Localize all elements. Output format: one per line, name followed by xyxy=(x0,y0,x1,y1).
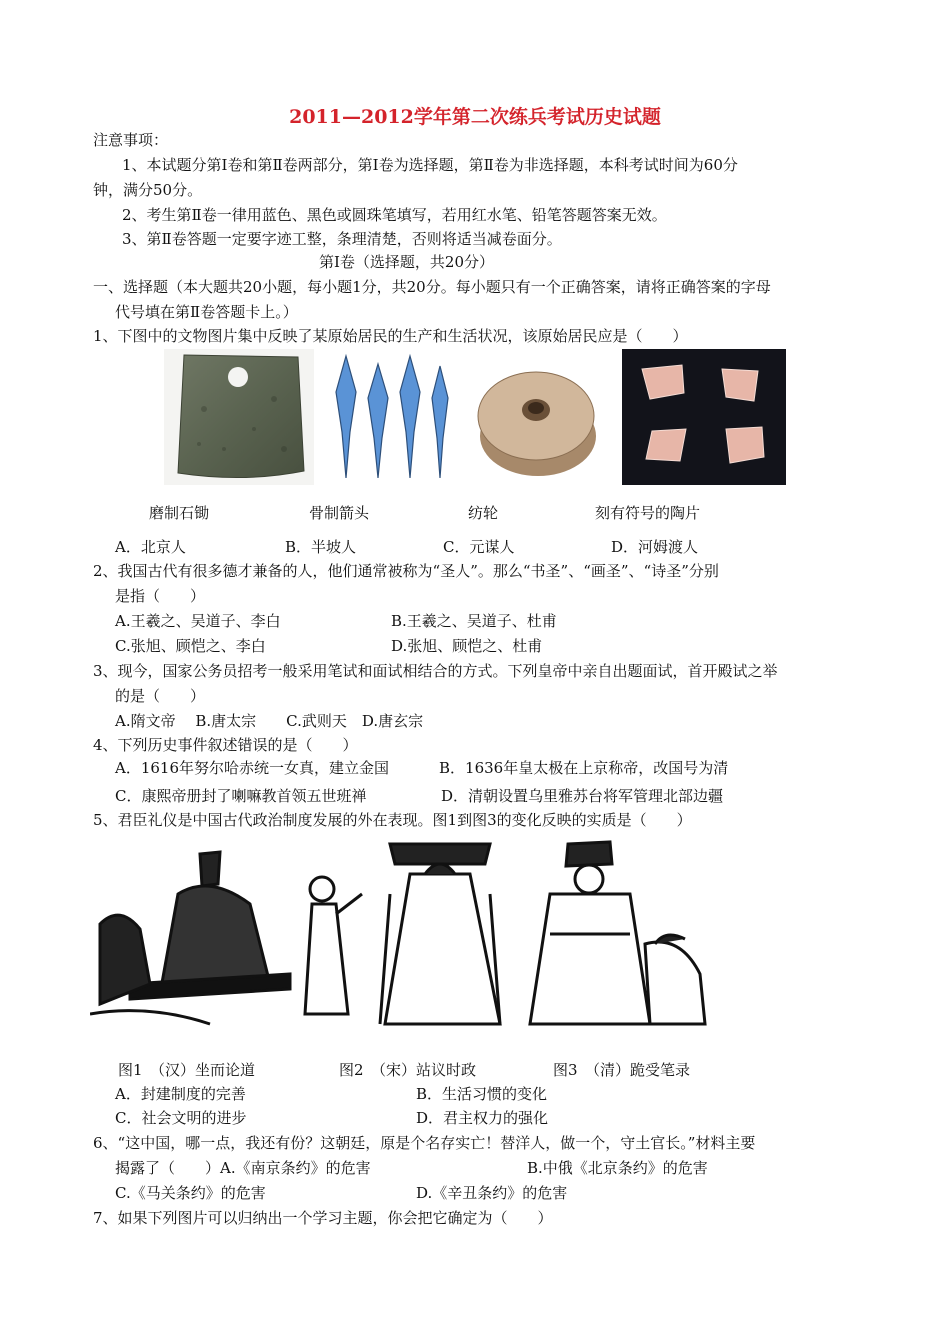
notice-item-2: 2、考生第Ⅱ卷一律用蓝色、黑色或圆珠笔填写，若用红水笔、铅笔答题答案无效。 xyxy=(122,206,667,224)
notice-item-1-cont: 钟，满分50分。 xyxy=(93,181,203,199)
notice-item-1: 1、本试题分第Ⅰ卷和第Ⅱ卷两部分，第Ⅰ卷为选择题，第Ⅱ卷为非选择题，本科考试时间为60分 xyxy=(122,156,738,174)
han-figure xyxy=(90,852,290,1024)
bone-arrowheads-image xyxy=(326,352,458,485)
part-1-intro: 一、选择题（本大题共20小题，每小题1分，共20分。每小题只有一个正确答案，请将正确答案的字母 xyxy=(93,278,771,296)
q4-option-c: C．康熙帝册封了喇嘛教首领五世班禅 xyxy=(115,787,367,805)
q6-option-b: B.中俄《北京条约》的危害 xyxy=(527,1159,708,1177)
q4-stem: 4、下列历史事件叙述错误的是（ ） xyxy=(93,736,358,754)
exam-title: 2011—2012学年第二次练兵考试历史试题 xyxy=(289,106,661,128)
q3-options: A.隋文帝 B.唐太宗 C.武则天 D.唐玄宗 xyxy=(115,712,424,730)
pottery-shards-image xyxy=(622,349,786,485)
q1-option-b: B．半坡人 xyxy=(285,538,357,556)
q2-option-b: B.王羲之、吴道子、杜甫 xyxy=(391,612,557,630)
q6-option-c: C.《马关条约》的危害 xyxy=(115,1184,266,1202)
q6-stem: 6、“这中国，哪一点，我还有份？这朝廷，原是个名存实亡！替洋人，做一个，守土官长。”材料主要 xyxy=(93,1134,756,1152)
q5-stem: 5、君臣礼仪是中国古代政治制度发展的外在表现。图1到图3的变化反映的实质是（ ） xyxy=(93,811,692,829)
q1-caption-1: 磨制石锄 xyxy=(149,504,210,522)
q2-stem: 2、我国古代有很多德才兼备的人，他们通常被称为“圣人”。那么“书圣”、“画圣”、“诗圣”分别 xyxy=(93,562,719,580)
q7-stem: 7、如果下列图片可以归纳出一个学习主题，你会把它确定为（ ） xyxy=(93,1209,553,1227)
q3-stem-cont: 的是（ ） xyxy=(115,687,206,705)
q3-stem: 3、现今，国家公务员招考一般采用笔试和面试相结合的方式。下列皇帝中亲自出题面试，首开殿试之举 xyxy=(93,662,778,680)
section-1-title: 第Ⅰ卷（选择题，共20分） xyxy=(319,253,495,271)
q1-caption-2: 骨制箭头 xyxy=(309,504,370,522)
q5-caption-3: 图3 （清）跪受笔录 xyxy=(553,1061,691,1079)
q1-caption-4: 刻有符号的陶片 xyxy=(595,504,701,522)
spindle-whorl-image xyxy=(472,352,602,485)
q5-option-d: D．君主权力的强化 xyxy=(416,1109,549,1127)
notice-header: 注意事项： xyxy=(93,131,169,149)
court-etiquette-illustration xyxy=(90,834,710,1044)
q2-option-c: C.张旭、顾恺之、李白 xyxy=(115,637,266,655)
q5-caption-2: 图2 （宋）站议时政 xyxy=(339,1061,477,1079)
q2-option-d: D.张旭、顾恺之、杜甫 xyxy=(391,637,543,655)
q2-option-a: A.王羲之、吴道子、李白 xyxy=(115,612,281,630)
q4-option-a: A．1616年努尔哈赤统一女真，建立金国 xyxy=(115,759,390,777)
q1-option-a: A．北京人 xyxy=(115,538,186,556)
q1-option-d: D．河姆渡人 xyxy=(611,538,699,556)
q5-option-c: C．社会文明的进步 xyxy=(115,1109,247,1127)
q5-option-b: B．生活习惯的变化 xyxy=(416,1085,548,1103)
q2-stem-cont: 是指（ ） xyxy=(115,587,206,605)
q6-stem-cont: 揭露了（ ）A.《南京条约》的危害 xyxy=(115,1159,371,1177)
song-figure xyxy=(305,844,500,1024)
part-1-intro-cont: 代号填在第Ⅱ卷答题卡上。） xyxy=(115,303,298,321)
q6-option-d: D.《辛丑条约》的危害 xyxy=(416,1184,568,1202)
notice-item-3: 3、第Ⅱ卷答题一定要字迹工整，条理清楚，否则将适当减卷面分。 xyxy=(122,230,562,248)
q4-option-b: B．1636年皇太极在上京称帝，改国号为清 xyxy=(439,759,729,777)
q5-caption-1: 图1 （汉）坐而论道 xyxy=(118,1061,256,1079)
q4-option-d: D．清朝设置乌里雅苏台将军管理北部边疆 xyxy=(441,787,724,805)
q1-option-c: C．元谋人 xyxy=(443,538,515,556)
stone-hoe-image xyxy=(164,349,314,485)
q1-stem: 1、下图中的文物图片集中反映了某原始居民的生产和生活状况，该原始居民应是（ ） xyxy=(93,327,688,345)
q1-caption-3: 纺轮 xyxy=(468,504,499,522)
qing-figure xyxy=(530,842,705,1024)
q5-option-a: A．封建制度的完善 xyxy=(115,1085,246,1103)
